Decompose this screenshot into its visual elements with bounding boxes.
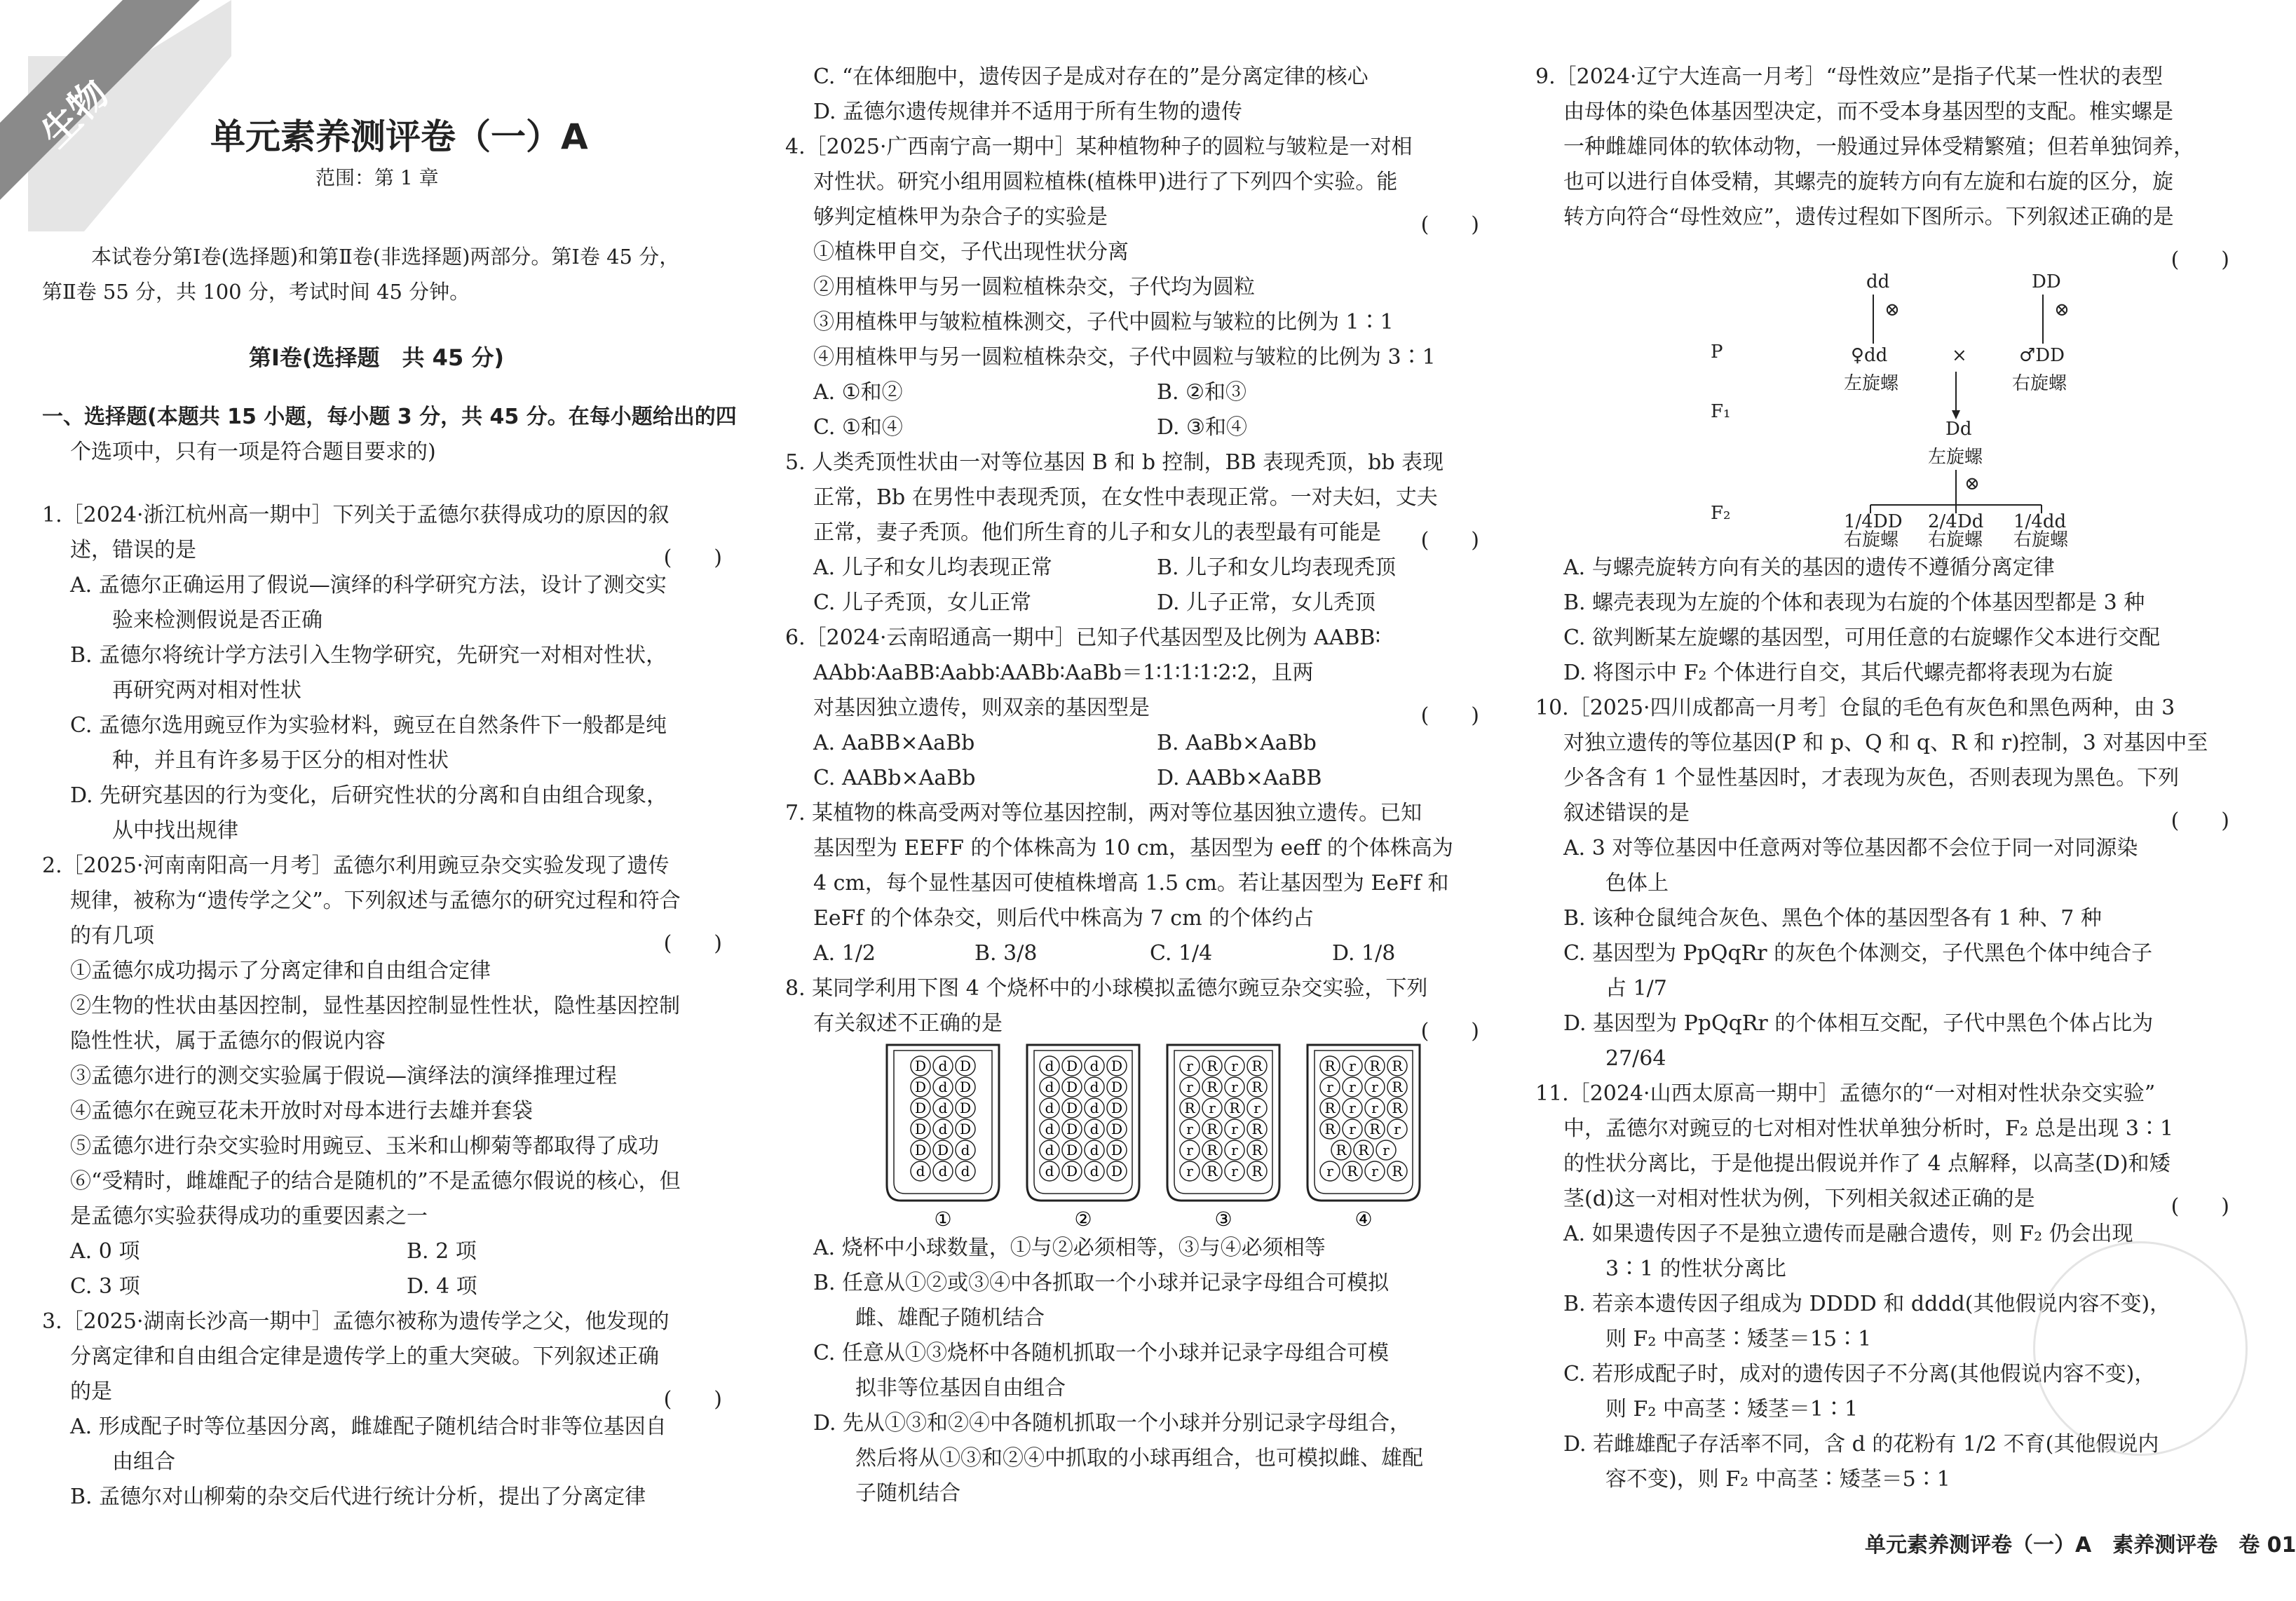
text-line: D. 孟德尔遗传规律并不适用于所有生物的遗传 xyxy=(813,100,1243,124)
ball-letter: D xyxy=(1066,1058,1078,1074)
text-line: 有关叙述不正确的是 xyxy=(813,1011,1003,1036)
ball-letter: d xyxy=(1045,1058,1054,1074)
ball-letter: R xyxy=(1251,1163,1263,1180)
text-line: 然后将从①③和②④中抓取的小球再组合，也可模拟雌、雄配 xyxy=(855,1446,1423,1471)
ball-letter: r xyxy=(1186,1121,1193,1137)
p-cross: × xyxy=(1952,345,1967,366)
text-line: 述，错误的是 xyxy=(70,538,196,562)
ball-letter: d xyxy=(1089,1058,1099,1074)
answer-paren: ( ) xyxy=(663,1387,722,1412)
f2-geno-3: 1/4dd xyxy=(2013,511,2067,532)
f1-geno: Dd xyxy=(1945,419,1972,440)
text-line: 2.［2025·河南南阳高一月考］孟德尔利用豌豆杂交实验发现了遗传 xyxy=(42,853,670,878)
text-line: C. “在体细胞中，遗传因子是成对存在的”是分离定律的核心 xyxy=(813,65,1368,89)
ball-letter: d xyxy=(1045,1121,1054,1137)
f2-phen-3: 右旋螺 xyxy=(2013,529,2069,550)
text-line: 叙述错误的是 xyxy=(1563,801,1690,825)
subject-ribbon xyxy=(0,0,238,231)
ball-letter: D xyxy=(1110,1100,1123,1116)
p-right-top: DD xyxy=(2032,271,2061,292)
text-line: 验来检测假说是否正确 xyxy=(112,608,322,633)
text-line: D. 1/8 xyxy=(1332,941,1396,966)
answer-paren: ( ) xyxy=(663,546,722,570)
text-line: C. 基因型为 PpQqRr 的灰色个体测交，子代黑色个体中纯合子 xyxy=(1563,941,2153,966)
text-line: A. 0 项 xyxy=(70,1239,140,1264)
ball-letter: D xyxy=(1110,1058,1123,1074)
ball-letter: D xyxy=(1066,1100,1078,1116)
text-line: 27/64 xyxy=(1605,1046,1666,1071)
f2-phen-1: 右旋螺 xyxy=(1844,529,1899,550)
intro-line-2: 第Ⅱ卷 55 分，共 100 分，考试时间 45 分钟。 xyxy=(42,280,470,304)
ball-letter: r xyxy=(1371,1100,1378,1116)
ball-letter: D xyxy=(914,1079,927,1095)
ball-letter: r xyxy=(1186,1079,1193,1095)
ball-letter: r xyxy=(1326,1079,1333,1095)
ball-letter: R xyxy=(1347,1163,1358,1180)
self-symbol-3: ⊗ xyxy=(1964,473,1980,494)
text-line: C. 若形成配子时，成对的遗传因子不分离(其他假说内容不变)， xyxy=(1563,1362,2156,1386)
text-line: D. 若雌雄配子存活率不同，含 d 的花粉有 1/2 不育(其他假说内 xyxy=(1563,1432,2159,1457)
text-line: C. AABb×AaBb xyxy=(813,766,976,790)
answer-paren: ( ) xyxy=(1420,703,1479,728)
text-line: 种，并且有许多易于区分的相对性状 xyxy=(112,748,449,773)
beaker-label: ① xyxy=(934,1208,952,1231)
text-line: ②用植株甲与另一圆粒植株杂交，子代均为圆粒 xyxy=(813,275,1255,299)
beaker xyxy=(1167,1045,1279,1231)
p-label: P xyxy=(1711,342,1723,363)
text-line: 少各含有 1 个显性基因时，才表现为灰色，否则表现为黑色。下列 xyxy=(1563,766,2180,790)
self-symbol-1: ⊗ xyxy=(1884,299,1900,320)
ball-letter: d xyxy=(916,1163,925,1180)
text-line: ④用植株甲与另一圆粒植株杂交，子代中圆粒与皱粒的比例为 3∶1 xyxy=(813,345,1436,370)
text-line: A. 与螺壳旋转方向有关的基因的遗传不遵循分离定律 xyxy=(1563,555,2055,580)
ball-letter: D xyxy=(959,1079,972,1095)
text-line: A. 儿子和女儿均表现正常 xyxy=(813,555,1052,580)
beakers-diagram xyxy=(880,1045,1455,1234)
ball-letter: d xyxy=(1045,1100,1054,1116)
f1-phen: 左旋螺 xyxy=(1928,447,1983,468)
text-line: 拟非等位基因自由组合 xyxy=(855,1376,1066,1400)
part-heading-2: 个选项中，只有一项是符合题目要求的) xyxy=(70,440,436,464)
text-line: A. AaBB×AaBb xyxy=(813,731,975,755)
text-line: 正常，妻子秃顶。他们所生育的儿子和女儿的表型最有可能是 xyxy=(813,520,1381,545)
text-line: D. 先研究基因的行为变化，后研究性状的分离和自由组合现象， xyxy=(70,783,668,808)
text-line: B. ②和③ xyxy=(1157,380,1247,405)
ball-letter: R xyxy=(1184,1100,1195,1116)
text-line: 够判定植株甲为杂合子的实验是 xyxy=(813,205,1108,229)
ball-letter: r xyxy=(1186,1142,1193,1158)
ball-letter: d xyxy=(938,1100,948,1116)
text-line: B. 孟德尔对山柳菊的杂交后代进行统计分析，提出了分离定律 xyxy=(70,1485,646,1509)
text-line: 一种雌雄同体的软体动物，一般通过异体受精繁殖；但若单独饲养， xyxy=(1563,135,2194,159)
text-line: 5. 人类秃顶性状由一对等位基因 B 和 b 控制，BB 表现秃顶，bb 表现 xyxy=(785,450,1444,475)
text-line: A. 1/2 xyxy=(813,941,876,966)
ball-letter: R xyxy=(1369,1058,1380,1074)
part-heading-text: 一、选择题(本题共 15 小题，每小题 3 分，共 45 分。在每小题给出的四 xyxy=(42,405,737,429)
answer-paren: ( ) xyxy=(2171,809,2229,833)
text-line: D. 儿子正常，女儿秃顶 xyxy=(1157,590,1376,615)
text-line: D. ③和④ xyxy=(1157,415,1247,440)
ball-letter: D xyxy=(959,1100,972,1116)
text-line: 从中找出规律 xyxy=(112,818,238,843)
text-line: D. 将图示中 F₂ 个体进行自交，其后代螺壳都将表现为右旋 xyxy=(1563,661,2113,685)
ball-letter: d xyxy=(938,1058,948,1074)
text-line: 茎(d)这一对相对性状为例，下列相关叙述正确的是 xyxy=(1563,1187,2035,1211)
text-line: ①孟德尔成功揭示了分离定律和自由组合定律 xyxy=(70,959,491,983)
ball-letter: d xyxy=(1089,1142,1099,1158)
beaker-label: ② xyxy=(1074,1208,1092,1231)
text-line: D. AABb×AaBB xyxy=(1157,766,1322,790)
p-female-phen: 左旋螺 xyxy=(1844,373,1899,394)
ball-letter: D xyxy=(914,1058,927,1074)
ball-letter: R xyxy=(1336,1142,1347,1158)
ball-letter: R xyxy=(1207,1121,1218,1137)
ball-letter: R xyxy=(1251,1121,1263,1137)
text-line: 再研究两对相对性状 xyxy=(112,678,301,703)
text-line: A. 形成配子时等位基因分离，雌雄配子随机结合时非等位基因自 xyxy=(70,1414,667,1439)
ball-letter: r xyxy=(1326,1163,1333,1180)
ball-letter: r xyxy=(1186,1058,1193,1074)
text-line: 1.［2024·浙江杭州高一期中］下列关于孟德尔获得成功的原因的叙 xyxy=(42,503,670,527)
text-line: 规律，被称为“遗传学之父”。下列叙述与孟德尔的研究过程和符合 xyxy=(70,889,681,913)
p-female: ♀dd xyxy=(1851,345,1888,366)
f1-label: F₁ xyxy=(1711,401,1731,422)
text-line: B. 若亲本遗传因子组成为 DDDD 和 dddd(其他假说内容不变)， xyxy=(1563,1292,2171,1316)
text-line: C. 1/4 xyxy=(1150,941,1213,966)
text-line: 中，孟德尔对豌豆的七对相对性状单独分析时，F₂ 总是出现 3∶1 xyxy=(1563,1116,2174,1141)
text-line: ⑥“受精时，雌雄配子的结合是随机的”不是孟德尔假说的核心，但 xyxy=(70,1169,681,1194)
ball-letter: R xyxy=(1207,1079,1218,1095)
text-line: A. 3 对等位基因中任意两对等位基因都不会位于同一对同源染 xyxy=(1563,836,2138,860)
text-line: B. 孟德尔将统计学方法引入生物学研究，先研究一对相对性状， xyxy=(70,643,667,668)
ball-letter: D xyxy=(1066,1163,1078,1180)
text-line: B. 任意从①②或③④中各抓取一个小球并记录字母组合可模拟 xyxy=(813,1271,1390,1295)
text-line: 11.［2024·山西太原高一期中］孟德尔的“一对相对性状杂交实验” xyxy=(1535,1081,2156,1106)
ball-letter: d xyxy=(1089,1079,1099,1095)
text-line: ③用植株甲与皱粒植株测交，子代中圆粒与皱粒的比例为 1∶1 xyxy=(813,310,1394,335)
ball-letter: D xyxy=(937,1142,949,1158)
ball-letter: r xyxy=(1231,1121,1238,1137)
ball-letter: r xyxy=(1231,1079,1238,1095)
text-line: A. ①和② xyxy=(813,380,903,405)
ball-letter: d xyxy=(1089,1163,1099,1180)
watermark-stamp xyxy=(2033,1241,2248,1456)
ribbon-label: 生物 xyxy=(32,71,118,156)
text-line: 占 1/7 xyxy=(1605,976,1667,1001)
ball-letter: r xyxy=(1383,1142,1390,1158)
text-line: C. ①和④ xyxy=(813,415,903,440)
ball-letter: R xyxy=(1324,1121,1336,1137)
text-line: ①植株甲自交，子代出现性状分离 xyxy=(813,240,1129,264)
ball-letter: r xyxy=(1209,1100,1216,1116)
text-line: ⑤孟德尔进行杂交实验时用豌豆、玉米和山柳菊等都取得了成功 xyxy=(70,1134,659,1158)
text-line: 转方向符合“母性效应”，遗传过程如下图所示。下列叙述正确的是 xyxy=(1563,205,2174,229)
text-line: C. 任意从①③烧杯中各随机抓取一个小球并记录字母组合可模 xyxy=(813,1341,1389,1365)
ball-letter: R xyxy=(1207,1142,1218,1158)
beaker-label: ③ xyxy=(1214,1208,1232,1231)
text-line: ③孟德尔进行的测交实验属于假说—演绎法的演绎推理过程 xyxy=(70,1064,617,1088)
text-line: 也可以进行自体受精，其螺壳的旋转方向有左旋和右旋的区分，旋 xyxy=(1563,170,2173,194)
ball-letter: r xyxy=(1231,1163,1238,1180)
maternal-effect-diagram xyxy=(1711,266,2103,550)
ball-letter: d xyxy=(938,1079,948,1095)
text-line: 则 F₂ 中高茎∶矮茎＝15∶1 xyxy=(1605,1327,1872,1351)
ball-letter: r xyxy=(1254,1100,1261,1116)
ball-letter: R xyxy=(1207,1163,1218,1180)
ball-letter: R xyxy=(1251,1079,1263,1095)
text-line: 子随机结合 xyxy=(855,1481,960,1506)
answer-paren: ( ) xyxy=(663,931,722,956)
ball-letter: r xyxy=(1231,1142,1238,1158)
text-line: 的是 xyxy=(70,1379,112,1404)
text-line: B. 2 项 xyxy=(407,1239,477,1264)
f2-geno-1: 1/4DD xyxy=(1844,511,1903,532)
text-line: 3.［2025·湖南长沙高一期中］孟德尔被称为遗传学之父，他发现的 xyxy=(42,1309,670,1334)
ball-letter: D xyxy=(1066,1079,1078,1095)
ball-letter: D xyxy=(1110,1121,1123,1137)
page-footer: 单元素养测评卷（一）A 素养测评卷 卷 01 xyxy=(1865,1533,2296,1558)
answer-paren: ( ) xyxy=(2171,1194,2229,1219)
answer-paren: ( ) xyxy=(2171,248,2229,272)
ball-letter: R xyxy=(1251,1142,1263,1158)
text-line: 的有几项 xyxy=(70,924,154,948)
ball-letter: D xyxy=(1066,1121,1078,1137)
ball-letter: D xyxy=(914,1100,927,1116)
text-line: 8. 某同学利用下图 4 个烧杯中的小球模拟孟德尔豌豆杂交实验，下列 xyxy=(785,976,1428,1001)
ball-letter: D xyxy=(1110,1142,1123,1158)
beaker xyxy=(1027,1045,1139,1231)
answer-paren: ( ) xyxy=(1420,212,1479,237)
text-line: 是孟德尔实验获得成功的重要因素之一 xyxy=(70,1204,428,1229)
ball-letter: R xyxy=(1324,1058,1336,1074)
ball-letter: R xyxy=(1251,1058,1263,1074)
text-line: 对性状。研究小组用圆粒植株(植株甲)进行了下列四个实验。能 xyxy=(813,170,1398,194)
ball-letter: R xyxy=(1392,1163,1403,1180)
self-symbol-2: ⊗ xyxy=(2054,299,2070,320)
p-male-phen: 右旋螺 xyxy=(2012,373,2067,394)
ball-letter: D xyxy=(959,1058,972,1074)
ball-letter: D xyxy=(1110,1079,1123,1095)
text-line: AAbb∶AaBB∶Aabb∶AABb∶AaBb＝1∶1∶1∶1∶2∶2，且两 xyxy=(813,661,1314,685)
text-line: 3∶1 的性状分离比 xyxy=(1605,1257,1786,1281)
text-line: EeFf 的个体杂交，则后代中株高为 7 cm 的个体约占 xyxy=(813,906,1315,931)
text-line: 容不变)，则 F₂ 中高茎∶矮茎＝5∶1 xyxy=(1605,1467,1950,1492)
ball-letter: D xyxy=(959,1121,972,1137)
ball-letter: r xyxy=(1394,1121,1401,1137)
text-line: 6.［2024·云南昭通高一期中］已知子代基因型及比例为 AABB∶ xyxy=(785,626,1381,650)
ball-letter: d xyxy=(938,1163,948,1180)
ball-letter: d xyxy=(938,1121,948,1137)
page-title: 单元素养测评卷（一）A xyxy=(210,116,588,157)
text-line: C. 欲判断某左旋螺的基因型，可用任意的右旋螺作父本进行交配 xyxy=(1563,626,2160,650)
ball-letter: R xyxy=(1392,1058,1403,1074)
text-line: 对独立遗传的等位基因(P 和 p、Q 和 q、R 和 r)控制，3 对基因中至 xyxy=(1563,731,2208,755)
text-line: B. 螺壳表现为左旋的个体和表现为右旋的个体基因型都是 3 种 xyxy=(1563,590,2145,615)
text-line: 9.［2024·辽宁大连高一月考］“母性效应”是指子代某一性状的表型 xyxy=(1535,65,2163,89)
ball-letter: R xyxy=(1358,1142,1369,1158)
p-male: ♂DD xyxy=(2019,345,2065,366)
ball-letter: r xyxy=(1349,1100,1356,1116)
text-line: ②生物的性状由基因控制，显性基因控制显性性状，隐性基因控制 xyxy=(70,994,680,1018)
answer-paren: ( ) xyxy=(1420,1019,1479,1043)
scope-text: 范围：第 1 章 xyxy=(315,166,439,189)
ball-letter: D xyxy=(914,1142,927,1158)
ball-letter: r xyxy=(1349,1121,1356,1137)
text-line: A. 孟德尔正确运用了假说—演绎的科学研究方法，设计了测交实 xyxy=(70,573,667,597)
ball-letter: r xyxy=(1186,1163,1193,1180)
ball-letter: r xyxy=(1371,1163,1378,1180)
text-line: 雌、雄配子随机结合 xyxy=(855,1306,1045,1330)
ball-letter: d xyxy=(960,1142,970,1158)
answer-paren: ( ) xyxy=(1420,528,1479,553)
ball-letter: R xyxy=(1392,1079,1403,1095)
text-line: 基因型为 EEFF 的个体株高为 10 cm，基因型为 eeff 的个体株高为 xyxy=(813,836,1453,860)
text-line: B. AaBb×AaBb xyxy=(1157,731,1317,755)
ball-letter: d xyxy=(960,1163,970,1180)
text-line: C. 3 项 xyxy=(70,1274,140,1299)
ball-letter: d xyxy=(1045,1142,1054,1158)
text-line: C. 儿子秃顶，女儿正常 xyxy=(813,590,1031,615)
text-line: C. 孟德尔选用豌豆作为实验材料，豌豆在自然条件下一般都是纯 xyxy=(70,713,667,738)
ball-letter: D xyxy=(914,1121,927,1137)
text-line: A. 烧杯中小球数量，①与②必须相等，③与④必须相等 xyxy=(813,1236,1326,1260)
text-line: 分离定律和自由组合定律是遗传学上的重大突破。下列叙述正确 xyxy=(70,1344,659,1369)
text-line: 由组合 xyxy=(112,1450,175,1474)
text-line: B. 儿子和女儿均表现秃顶 xyxy=(1157,555,1397,580)
text-line: D. 先从①③和②④中各随机抓取一个小球并分别记录字母组合， xyxy=(813,1411,1411,1436)
text-line: 对基因独立遗传，则双亲的基因型是 xyxy=(813,696,1150,720)
ball-letter: R xyxy=(1369,1121,1380,1137)
ball-letter: d xyxy=(1045,1079,1054,1095)
part-heading-1 xyxy=(42,407,737,428)
ball-letter: R xyxy=(1207,1058,1218,1074)
text-line: 4.［2025·广西南宁高一期中］某种植物种子的圆粒与皱粒是一对相 xyxy=(785,135,1413,159)
ball-letter: r xyxy=(1349,1079,1356,1095)
text-line: 正常，Bb 在男性中表现秃顶，在女性中表现正常。一对夫妇，丈夫 xyxy=(813,485,1438,510)
f2-label: F₂ xyxy=(1711,503,1731,524)
text-line: 则 F₂ 中高茎∶矮茎＝1∶1 xyxy=(1605,1397,1859,1421)
ball-letter: R xyxy=(1392,1100,1403,1116)
text-line: B. 3/8 xyxy=(974,941,1038,966)
text-line: D. 4 项 xyxy=(407,1274,477,1299)
text-line: B. 该种仓鼠纯合灰色、黑色个体的基因型各有 1 种、7 种 xyxy=(1563,906,2102,931)
text-line: ④孟德尔在豌豆花未开放时对母本进行去雄并套袋 xyxy=(70,1099,533,1123)
text-line: 4 cm，每个显性基因可使植株增高 1.5 cm。若让基因型为 EeFf 和 xyxy=(813,871,1449,896)
text-line: 由母体的染色体基因型决定，而不受本身基因型的支配。椎实螺是 xyxy=(1563,100,2173,124)
ball-letter: R xyxy=(1229,1100,1240,1116)
beaker xyxy=(887,1045,999,1231)
ball-letter: D xyxy=(1066,1142,1078,1158)
text-line: 的性状分离比，于是他提出假说并作了 4 点解释，以高茎(D)和矮 xyxy=(1563,1151,2171,1176)
beaker-label: ④ xyxy=(1354,1208,1373,1231)
ball-letter: r xyxy=(1349,1058,1356,1074)
ball-letter: D xyxy=(1110,1163,1123,1180)
f2-phen-2: 右旋螺 xyxy=(1928,529,1983,550)
ball-letter: d xyxy=(1089,1121,1099,1137)
text-line: D. 基因型为 PpQqRr 的个体相互交配，子代中黑色个体占比为 xyxy=(1563,1011,2154,1036)
beaker xyxy=(1307,1045,1420,1231)
ball-letter: d xyxy=(1089,1100,1099,1116)
ball-letter: d xyxy=(1045,1163,1054,1180)
text-line: 色体上 xyxy=(1605,871,1669,896)
text-line: 隐性性状，属于孟德尔的假说内容 xyxy=(70,1029,386,1053)
ball-letter: r xyxy=(1371,1079,1378,1095)
p-left-top: dd xyxy=(1866,271,1890,292)
text-line: A. 如果遗传因子不是独立遗传而是融合遗传，则 F₂ 仍会出现 xyxy=(1563,1222,2133,1246)
ball-letter: r xyxy=(1231,1058,1238,1074)
text-line: 7. 某植物的株高受两对等位基因控制，两对等位基因独立遗传。已知 xyxy=(785,801,1422,825)
section-title: 第Ⅰ卷(选择题 共 45 分) xyxy=(249,344,504,371)
f2-geno-2: 2/4Dd xyxy=(1928,511,1984,532)
ball-letter: R xyxy=(1324,1100,1336,1116)
text-line: 10.［2025·四川成都高一月考］仓鼠的毛色有灰色和黑色两种，由 3 xyxy=(1535,696,2175,720)
intro-line-1: 本试卷分第Ⅰ卷(选择题)和第Ⅱ卷(非选择题)两部分。第Ⅰ卷 45 分， xyxy=(91,245,680,269)
